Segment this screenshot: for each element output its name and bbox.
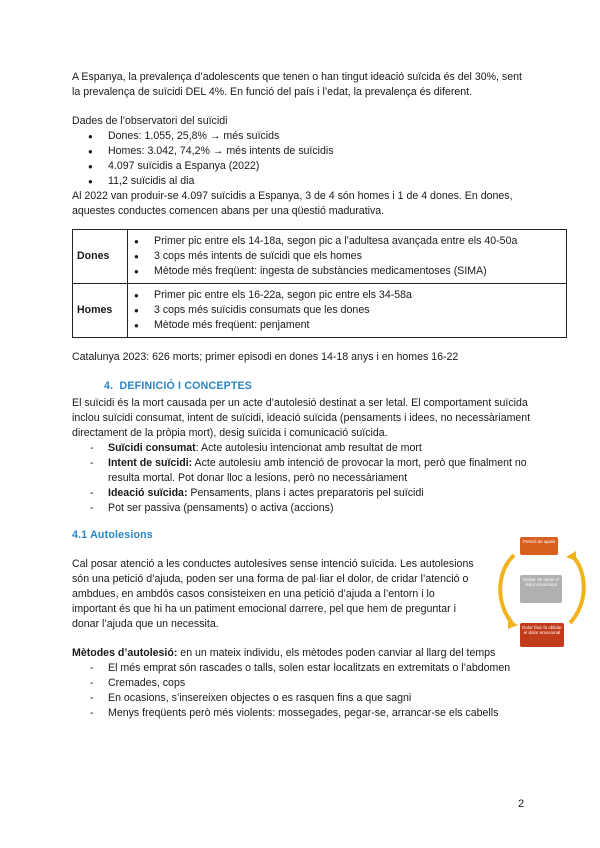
catalunya-line: Catalunya 2023: 626 morts; primer episodi en dones 14-18 anys i en homes 16-22 bbox=[72, 351, 459, 363]
table-row bbox=[73, 230, 567, 284]
list-item: ● 3 cops més suïcidis consumats que les dones bbox=[134, 303, 562, 318]
left-arrow bbox=[500, 555, 514, 623]
row-content bbox=[128, 230, 567, 284]
term-text: Pot ser passiva (pensaments) o activa (accions) bbox=[108, 502, 334, 514]
methods-text: en un mateix individu, els mètodes poden canviar al llarg del temps bbox=[177, 647, 496, 659]
list-item: - Menys freqüents però més violents: mossegades, pegar-se, arrancar-se els cabells bbox=[88, 706, 532, 721]
definition-paragraph: El suïcidi és la mort causada per un acte d’autolesió destinat a ser letal. El comportament suïcida inclou suïcidi consumat, intent de suïcidi, ideació suïcida (pensaments i idees, no necessàriament directament de la pròpia mort), desig suïcida i comunicació suïcida. bbox=[72, 397, 531, 439]
right-arrow bbox=[570, 555, 584, 623]
row-label-homes: Homes bbox=[73, 284, 128, 338]
methods-intro bbox=[72, 646, 532, 661]
diagram-box-middle: Deixar de sentir el dolor emocional bbox=[520, 575, 562, 603]
observatory-list bbox=[72, 129, 532, 189]
section-heading-4 bbox=[72, 379, 532, 394]
observatory-title: Dades de l’observatori del suïcidi bbox=[72, 115, 228, 127]
methods-list bbox=[72, 661, 532, 721]
row-label-dones: Dones bbox=[73, 230, 128, 284]
list-item: ● Primer pic entre els 16-22a, segon pic entre els 34-58a bbox=[134, 288, 562, 303]
term: Intent de suïcidi: bbox=[108, 457, 193, 469]
autolesions-paragraph: Cal posar atenció a les conductes autolesives sense intenció suïcida. Les autolesions són una petició d’ajuda, poden ser una forma de pal·liar el dolor, de cridar l’atenció o ambdues, en ambdós casos consisteixen en una petició d’ajuda a l’entorn i lo important és que hi ha un patiment emocional darrere, pel que hem de preguntar i donar l’ajuda que un necessita. bbox=[72, 558, 474, 630]
diagram-box-bottom: Dolor físic fa oblidar el dolor emocional bbox=[520, 623, 564, 647]
term-text: : Acte autolesiu intencionat amb resultat de mort bbox=[195, 442, 422, 454]
section-number: 4. bbox=[104, 380, 114, 392]
list-item: ● Homes: 3.042, 74,2% → més intents de suïcidis bbox=[88, 144, 532, 159]
list-item: ● 3 cops més intents de suïcidi que els homes bbox=[134, 249, 562, 264]
intro-paragraph: A Espanya, la prevalença d’adolescents que tenen o han tingut ideació suïcida és del 30%, sent la prevalença de suïcidi DEL 4%. En funció del país i l’edat, la prevalença és diferent. bbox=[72, 71, 522, 98]
list-item: ● Primer pic entre els 14-18a, segon pic a l’adultesa avançada entre els 40-50a bbox=[134, 234, 562, 249]
list-item: ● Mètode més freqüent: ingesta de substàncies medicamentoses (SIMA) bbox=[134, 264, 562, 279]
section-heading-4-1: 4.1 Autolesions bbox=[72, 529, 153, 541]
term: Ideació suïcida: bbox=[108, 487, 188, 499]
list-item bbox=[88, 486, 532, 501]
list-item bbox=[88, 501, 532, 516]
list-item: - Cremades, cops bbox=[88, 676, 532, 691]
diagram-box-top: Petició de ajuda bbox=[520, 537, 558, 555]
term-text: Acte autolesiu amb intenció de provocar la mort, però que finalment no resulta mortal. Pot donar lloc a lesions, però no necessàriament bbox=[108, 457, 527, 484]
list-item: - El més emprat són rascades o talls, solen estar localitzats en extremitats o l’abdomen bbox=[88, 661, 532, 676]
row-content bbox=[128, 284, 567, 338]
list-item bbox=[88, 456, 532, 486]
list-item: ● 11,2 suïcidis al dia bbox=[88, 174, 532, 189]
page-number: 2 bbox=[518, 798, 525, 810]
list-item bbox=[88, 441, 532, 456]
gender-comparison-table bbox=[72, 229, 567, 338]
definition-list bbox=[72, 441, 532, 516]
observatory-summary: Al 2022 van produir-se 4.097 suïcidis a Espanya, 3 de 4 són homes i 1 de 4 dones. En dones, aquestes conductes comencen abans per una qüestió madurativa. bbox=[72, 190, 513, 217]
right-arrowhead bbox=[566, 551, 576, 561]
document-page bbox=[72, 70, 532, 721]
list-item: ● Dones: 1.055, 25,8% → més suïcids bbox=[88, 129, 532, 144]
term: Suïcidi consumat bbox=[108, 442, 196, 454]
section-title: DEFINICIÓ I CONCEPTES bbox=[119, 380, 253, 392]
table-row bbox=[73, 284, 567, 338]
list-item: ● Mètode més freqüent: penjament bbox=[134, 318, 562, 333]
self-harm-cycle-diagram bbox=[494, 533, 590, 651]
term-text: Pensaments, plans i actes preparatoris pel suïcidi bbox=[187, 487, 424, 499]
methods-lead: Mètodes d’autolesió: bbox=[72, 647, 178, 659]
list-item: - En ocasions, s’insereixen objectes o es rasquen fins a que sagni bbox=[88, 691, 532, 706]
list-item: ● 4.097 suïcidis a Espanya (2022) bbox=[88, 159, 532, 174]
left-arrowhead bbox=[508, 619, 518, 629]
